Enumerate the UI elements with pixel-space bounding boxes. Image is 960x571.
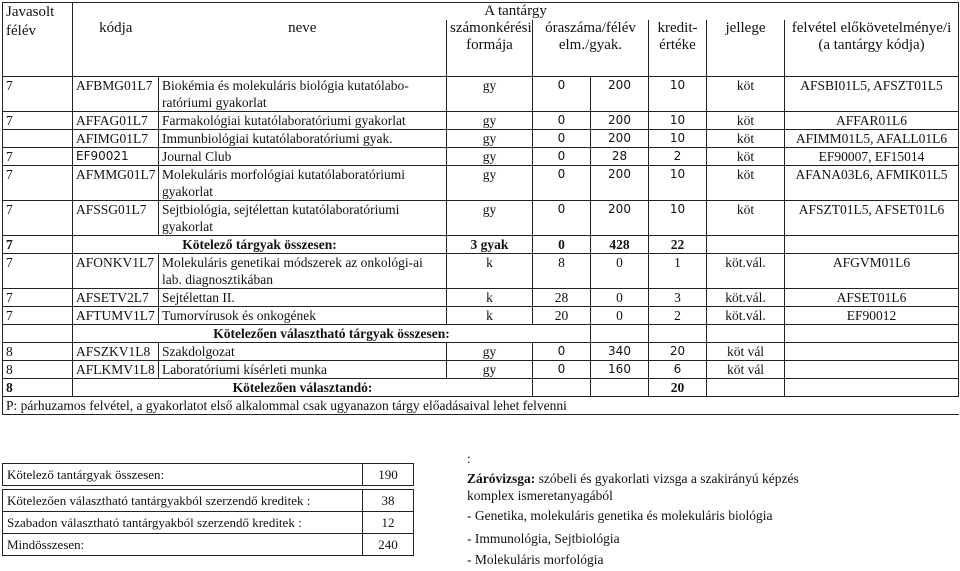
table-cell: Tumorvírusok és onkogének <box>159 307 447 325</box>
header-code: kódja <box>73 20 159 77</box>
notes-colon: : <box>467 451 471 466</box>
table-cell: 8 <box>3 343 73 361</box>
table-cell: gy <box>447 201 533 236</box>
table-cell <box>707 379 785 397</box>
header-hours: óraszáma/félév elm./gyak. <box>533 20 649 77</box>
table-cell: 10 <box>649 201 707 236</box>
table-cell: 428 <box>591 236 649 254</box>
table-cell: 0 <box>533 77 591 112</box>
table-cell: Farmakológiai kutatólaboratóriumi gyakorlat <box>159 112 447 130</box>
table-cell: Molekuláris genetikai módszerek az onkológi-ai lab. diagnosztikában <box>159 254 447 289</box>
table-cell: 10 <box>649 166 707 201</box>
table-cell: köt <box>707 201 785 236</box>
table-cell: 20 <box>649 379 707 397</box>
table-cell: 10 <box>649 112 707 130</box>
table-cell: 0 <box>533 361 591 379</box>
footnote: P: párhuzamos felvétel, a gyakorlatot első alkalommal csak ugyanazon tárgy előadásaival lehet felvenni <box>3 397 959 415</box>
table-cell: Kötelezően választható tárgyak összesen: <box>73 325 591 343</box>
table-cell: AFSETV2L7 <box>73 289 159 307</box>
table-cell: AFFAG01L7 <box>73 112 159 130</box>
header-subject-group: A tantárgy <box>73 3 959 21</box>
table-cell: 7 <box>3 77 73 112</box>
table-cell: Sejtélettan II. <box>159 289 447 307</box>
table-cell <box>707 325 785 343</box>
table-cell <box>533 379 591 397</box>
final-exam-text2: komplex ismeretanyagából <box>467 488 613 503</box>
final-exam-text: szóbeli és gyakorlati vizsga a szakirányú képzés <box>535 471 799 486</box>
table-cell: 8 <box>533 254 591 289</box>
table-cell: k <box>447 289 533 307</box>
table-cell: 0 <box>533 201 591 236</box>
table-cell: AFTUMV1L7 <box>73 307 159 325</box>
summary-row <box>3 512 414 534</box>
table-cell: köt <box>707 166 785 201</box>
table-cell: Kötelezően választandó: <box>73 379 533 397</box>
summary-cell: Kötelezően választható tantárgyakból szerzendő kreditek : <box>3 490 363 512</box>
table-row <box>3 112 959 130</box>
table-cell: köt <box>707 112 785 130</box>
table-cell: AFBMG01L7 <box>73 77 159 112</box>
summary-cell: 190 <box>363 464 414 486</box>
table-cell: 0 <box>591 289 649 307</box>
table-cell: 200 <box>591 166 649 201</box>
table-row <box>3 148 959 166</box>
table-cell: Molekuláris morfológiai kutatólaboratóriumi gyakorlat <box>159 166 447 201</box>
table-cell: 7 <box>3 148 73 166</box>
table-cell: köt <box>707 130 785 148</box>
table-cell: 7 <box>3 236 73 254</box>
table-cell: köt.vál. <box>707 254 785 289</box>
summary-row <box>3 490 414 512</box>
table-cell: AFSZKV1L8 <box>73 343 159 361</box>
table-cell: AFLKMV1L8 <box>73 361 159 379</box>
table-cell: 7 <box>3 289 73 307</box>
final-exam-notes <box>467 450 947 568</box>
table-cell: 10 <box>649 130 707 148</box>
table-cell: köt <box>707 148 785 166</box>
summary-row <box>3 534 414 556</box>
table-cell <box>591 325 649 343</box>
table-cell: 10 <box>649 77 707 112</box>
table-cell: Laboratóriumi kísérleti munka <box>159 361 447 379</box>
table-row <box>3 166 959 201</box>
table-cell: AFIMM01L5, AFALL01L6 <box>785 130 959 148</box>
table-cell: gy <box>447 112 533 130</box>
table-row <box>3 361 959 379</box>
summary-row <box>3 464 414 486</box>
table-row <box>3 77 959 112</box>
table-cell: 7 <box>3 254 73 289</box>
footnote-row <box>3 397 959 415</box>
table-cell: EF90021 <box>73 148 159 166</box>
table-cell: 0 <box>533 112 591 130</box>
table-cell <box>785 361 959 379</box>
header-prereq: felvétel előkövetelménye/i (a tantárgy kódja) <box>785 20 959 77</box>
exam-topic: - Molekuláris morfológia <box>467 552 604 567</box>
table-cell: 200 <box>591 77 649 112</box>
table-cell <box>785 379 959 397</box>
table-cell: 0 <box>591 254 649 289</box>
table-cell <box>785 343 959 361</box>
table-cell: 28 <box>591 148 649 166</box>
table-cell: 0 <box>533 236 591 254</box>
table-cell <box>591 379 649 397</box>
table-cell: 7 <box>3 201 73 236</box>
table-cell: gy <box>447 130 533 148</box>
table-cell: AFIMG01L7 <box>73 130 159 148</box>
table-cell: 28 <box>533 289 591 307</box>
table-row <box>3 307 959 325</box>
summary-cell: 38 <box>363 490 414 512</box>
final-exam-label: Záróvizsga: <box>467 471 536 486</box>
header-credit: kredit-értéke <box>649 20 707 77</box>
table-cell: 6 <box>649 361 707 379</box>
table-cell <box>707 236 785 254</box>
table-cell: 0 <box>533 343 591 361</box>
table-cell <box>3 325 73 343</box>
table-cell: 200 <box>591 130 649 148</box>
summary-cell: 240 <box>363 534 414 556</box>
table-cell: 7 <box>3 166 73 201</box>
total-sem8-row <box>3 379 959 397</box>
table-cell: köt vál <box>707 343 785 361</box>
table-cell: gy <box>447 166 533 201</box>
table-cell: AFGVM01L6 <box>785 254 959 289</box>
table-cell: AFSZT01L5, AFSET01L6 <box>785 201 959 236</box>
table-cell: AFMMG01L7 <box>73 166 159 201</box>
table-cell: 8 <box>3 379 73 397</box>
table-cell: EF90012 <box>785 307 959 325</box>
header-character: jellege <box>707 20 785 77</box>
table-cell: köt.vál. <box>707 289 785 307</box>
header-exam: számonkérési formája <box>447 20 533 77</box>
table-cell: AFONKV1L7 <box>73 254 159 289</box>
table-cell: Szakdolgozat <box>159 343 447 361</box>
table-cell: AFSET01L6 <box>785 289 959 307</box>
table-cell <box>785 325 959 343</box>
table-cell: 0 <box>533 166 591 201</box>
total-mandatory-row <box>3 236 959 254</box>
table-cell: Biokémia és molekuláris biológia kutatólabo-ratóriumi gyakorlat <box>159 77 447 112</box>
table-cell: köt <box>707 77 785 112</box>
table-cell: 1 <box>649 254 707 289</box>
table-cell: Kötelező tárgyak összesen: <box>73 236 447 254</box>
table-cell: 7 <box>3 112 73 130</box>
table-cell: 20 <box>533 307 591 325</box>
exam-topic: - Immunológia, Sejtbiológia <box>467 531 620 546</box>
summary-cell: Szabadon választható tantárgyakból szerzendő kreditek : <box>3 512 363 534</box>
table-row <box>3 343 959 361</box>
table-cell: Immunbiológiai kutatólaboratóriumi gyak. <box>159 130 447 148</box>
table-cell: 2 <box>649 307 707 325</box>
table-row <box>3 289 959 307</box>
table-cell: AFSSG01L7 <box>73 201 159 236</box>
curriculum-table <box>2 2 959 415</box>
table-cell: AFANA03L6, AFMIK01L5 <box>785 166 959 201</box>
table-cell: 3 gyak <box>447 236 533 254</box>
table-cell: 200 <box>591 201 649 236</box>
table-cell: 3 <box>649 289 707 307</box>
table-cell: 20 <box>649 343 707 361</box>
table-cell: 160 <box>591 361 649 379</box>
table-cell: gy <box>447 361 533 379</box>
table-cell: k <box>447 254 533 289</box>
table-cell: 7 <box>3 307 73 325</box>
table-cell: 0 <box>533 148 591 166</box>
header-name: neve <box>159 20 447 77</box>
table-cell: 200 <box>591 112 649 130</box>
summary-cell: Kötelező tantárgyak összesen: <box>3 464 363 486</box>
table-cell: Sejtbiológia, sejtélettan kutatólaboratóriumi gyakorlat <box>159 201 447 236</box>
total-elective-row <box>3 325 959 343</box>
table-cell <box>649 325 707 343</box>
table-row <box>3 201 959 236</box>
table-cell: köt.vál. <box>707 307 785 325</box>
table-cell: gy <box>447 77 533 112</box>
table-cell: 0 <box>591 307 649 325</box>
table-row <box>3 254 959 289</box>
table-cell: 8 <box>3 361 73 379</box>
table-cell: 22 <box>649 236 707 254</box>
header-semester: Javasolt félév <box>3 3 73 77</box>
table-cell: gy <box>447 148 533 166</box>
table-cell: AFSBI01L5, AFSZT01L5 <box>785 77 959 112</box>
table-cell: 2 <box>649 148 707 166</box>
summary-cell: 12 <box>363 512 414 534</box>
table-cell: gy <box>447 343 533 361</box>
table-cell: k <box>447 307 533 325</box>
table-cell: 0 <box>533 130 591 148</box>
table-cell <box>785 236 959 254</box>
summary-cell: Mindösszesen: <box>3 534 363 556</box>
table-cell: köt vál <box>707 361 785 379</box>
table-cell: EF90007, EF15014 <box>785 148 959 166</box>
table-cell: Journal Club <box>159 148 447 166</box>
table-cell <box>3 130 73 148</box>
credit-summary-table <box>2 463 414 556</box>
exam-topic: - Genetika, molekuláris genetika és molekuláris biológia <box>467 508 773 523</box>
table-cell: 340 <box>591 343 649 361</box>
table-cell: AFFAR01L6 <box>785 112 959 130</box>
table-row <box>3 130 959 148</box>
